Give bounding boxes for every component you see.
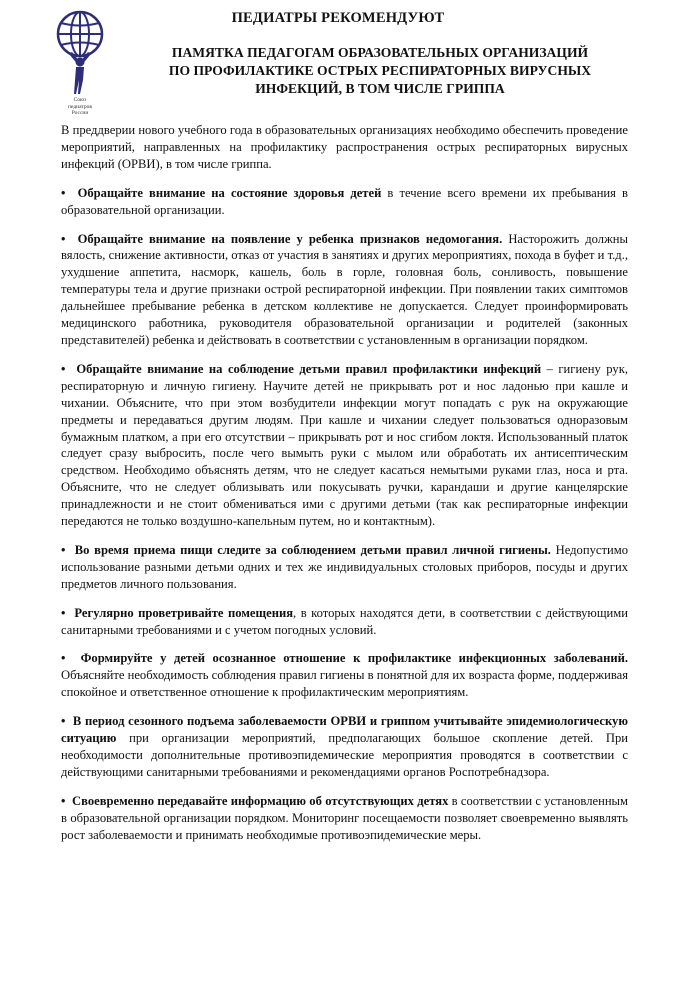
recommendation-item — [61, 605, 628, 639]
bullet-icon: • — [61, 231, 78, 246]
recommendation-item — [61, 650, 628, 701]
recommendation-item — [61, 185, 628, 219]
recommendation-item — [61, 361, 628, 530]
title-line: ИНФЕКЦИЙ, В ТОМ ЧИСЛЕ ГРИППА — [255, 81, 505, 96]
recommendation-lead: Регулярно проветривайте помещения — [74, 605, 294, 620]
recommendation-lead: Обращайте внимание на появление у ребенка признаков недомогания. — [77, 231, 503, 246]
recommendation-text: Насторожить должны вялость, снижение активности, отказ от участия в занятиях и других мероприятиях, похода в буфет и т.д., ухудшение аппетита, насморк, кашель, боль в горле, головная боль, сонливость, повышение температуры тела и другие признаки острой респираторной инфекции. При появлении таких симптомов дальнейшее пребывание ребенка в детском коллективе не допускается. Следует проинформировать медицинского работника, руководителя образовательной организации и родителей (законных представителей) ребенка и действовать в соответствии с установленным в организации порядком. — [61, 231, 628, 347]
recommendation-text: при организации мероприятий, предполагающих большое скопление детей. При необходимости дополнительные противоэпидемические мероприятия проводятся в соответствии с действующими санитарными требованиями и рекомендациями органов Роспотребнадзора. — [61, 731, 628, 779]
logo-caption-line: Союз — [73, 97, 87, 103]
title-line: ПО ПРОФИЛАКТИКЕ ОСТРЫХ РЕСПИРАТОРНЫХ ВИРУСНЫХ — [168, 63, 592, 78]
recommendation-lead: Обращайте внимание на соблюдение детьми правил профилактики инфекций — [76, 361, 542, 376]
recommendation-item — [61, 713, 628, 781]
recommendation-item — [61, 231, 628, 349]
recommendation-lead: Во время приема пищи следите за соблюдением детьми правил личной гигиены. — [74, 542, 551, 557]
logo-caption-line: педиатров — [68, 103, 92, 110]
logo-caption — [50, 97, 110, 117]
recommendation-item — [61, 793, 628, 844]
recommendation-text: в течение всего времени их пребывания в образовательной организации. — [61, 185, 628, 217]
title-line: ПАМЯТКА ПЕДАГОГАМ ОБРАЗОВАТЕЛЬНЫХ ОРГАНИЗАЦИЙ — [171, 45, 589, 60]
bullet-icon: • — [61, 185, 78, 200]
recommendation-text: Недопустимо использование разными детьми одних и тех же индивидуальных столовых приборов, посуды и других предметов личного пользования. — [61, 542, 628, 591]
recommendation-lead: Обращайте внимание на состояние здоровья детей — [77, 185, 382, 200]
logo-caption-line: России — [71, 110, 89, 116]
recommendation-item — [61, 542, 628, 593]
bullet-icon: • — [61, 714, 73, 729]
recommendation-text: в соответствии с установленным в образовательной организации порядком. Мониторинг посещаемости позволяет своевременно выявлять рост заболеваемости и принимать необходимые противоэпидемические меры. — [61, 793, 628, 842]
bullet-icon: • — [61, 793, 73, 808]
recommendation-text: Объясняйте необходимость соблюдения правил гигиены в понятной для их возраста форме, поддерживая спокойное и ответственное отношение к профилактическим мероприятиям. — [61, 668, 628, 700]
document-body — [61, 122, 628, 856]
intro-paragraph: В преддверии нового учебного года в образовательных организациях необходимо обеспечить проведение мероприятий, направленных на профилактику распространения острых респираторных вирусных инфекций (ОРВИ), в том числе гриппа. — [61, 123, 628, 171]
recommendation-lead: Формируйте у детей осознанное отношение к профилактике инфекционных заболеваний. — [80, 651, 628, 666]
bullet-icon: • — [61, 361, 77, 376]
recommendation-lead: В период сезонного подъема заболеваемости ОРВИ и гриппом учитывайте эпидемиологическую ситуацию — [61, 714, 628, 746]
kicker-heading: ПЕДИАТРЫ РЕКОМЕНДУЮТ — [231, 10, 445, 26]
recommendation-text: , в которых находятся дети, в соответствии с действующими санитарными требованиями и с учетом погодных условий. — [61, 605, 628, 637]
recommendation-list — [61, 185, 628, 844]
recommendation-text: – гигиену рук, респираторную и личную гигиену. Научите детей не прикрывать рот и нос ладонью при кашле и чихании. Объясните, что при этом возбудители инфекции могут попадать с рук на окружающие предметы и передаваться другим людям. При кашле и чихании следует пользоваться одноразовым бумажным платком, а при его отсутствии – прикрывать рот и нос сгибом локтя. Использованный платок следует сразу выбросить, после чего вымыть руки с мылом или обработать их антисептическим средством. Необходимо объяснять детям, что не следует касаться немытыми руками глаз, носа и рта. Объясните, что не следует облизывать или покусывать ручки, карандаши и другие канцелярские принадлежности и не стоит обмениваться ими с другими детьми (так как респираторные инфекции передаются не только воздушно-капельным путем, но и контактным). — [61, 361, 628, 529]
bullet-icon: • — [61, 651, 81, 666]
bullet-icon: • — [61, 605, 75, 620]
recommendation-lead: Своевременно передавайте информацию об отсутствующих детях — [72, 793, 449, 808]
bullet-icon: • — [61, 542, 75, 557]
document-title — [120, 44, 640, 98]
